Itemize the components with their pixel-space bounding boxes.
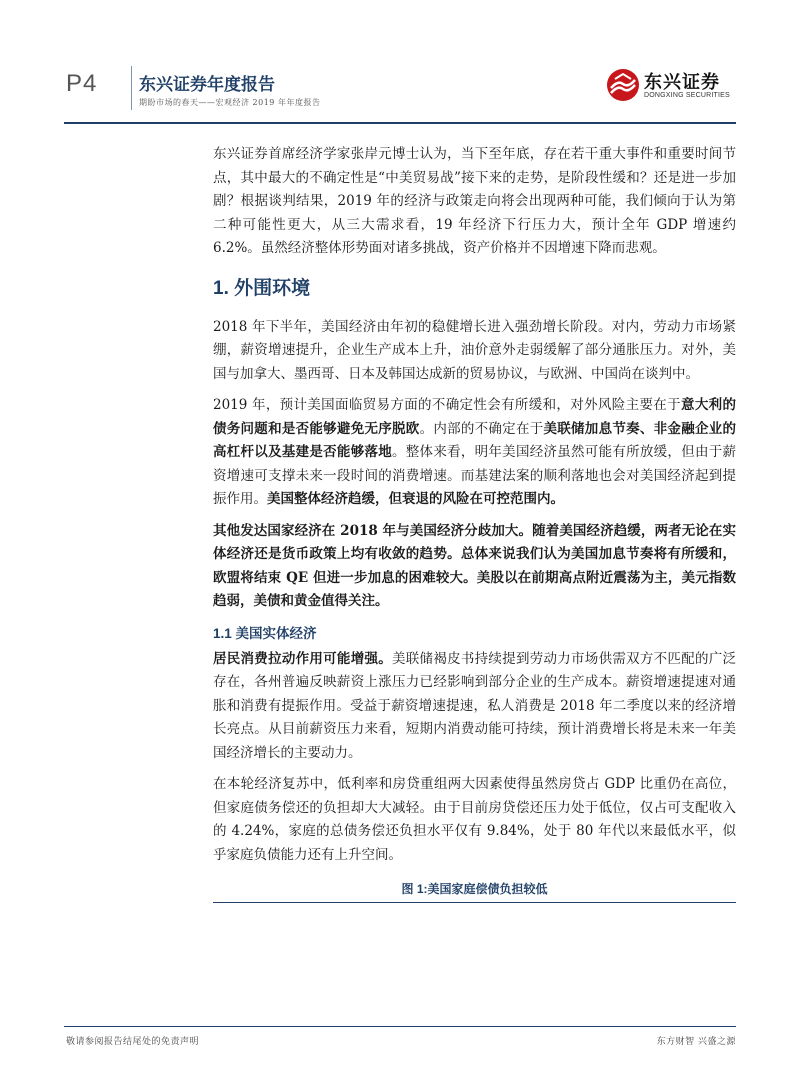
intro-paragraph: 东兴证券首席经济学家张岸元博士认为，当下至年底，存在若干重大事件和重要时间节点，其中最大的不确定性是“中美贸易战”接下来的走势，是阶段性缓和？还是进一步加剧？根据谈判结果，2019 年的经济与政策走向将会出现两种可能，我们倾向于认为第二种可能性更大，从三大需求看，19 年经济下行压力大，预计全年 GDP 增速约 6.2%。虽然经济整体形势面对诸多挑战，资产价格并不因增速下降而悲观。 bbox=[213, 146, 736, 256]
figure-caption: 图 1:美国家庭偿债负担较低 bbox=[401, 882, 548, 896]
company-logo bbox=[606, 66, 736, 106]
page-header bbox=[0, 0, 800, 125]
report-subtitle: 期盼市场的春天——宏观经济 2019 年年度报告 bbox=[139, 98, 321, 107]
footer-disclaimer: 敬请参阅报告结尾处的免责声明 bbox=[66, 1037, 200, 1047]
outlook-2019-paragraph: 2019 年，预计美国面临贸易方面的不确定性会有所缓和，对外风险主要在于意大利的债务问题和是否能够避免无序脱欧。内部的不确定在于美联储加息节奏、非金融企业的高杠杆以及基建是否能够落地。整体来看，明年美国经济虽然可能有所放缓，但由于薪资增速可支撑未来一段时间的消费增速。而基建法案的顺利落地也会对美国经济起到提振作用。美国整体经济趋缓，但衰退的风险在可控范围内。 bbox=[213, 397, 737, 507]
header-rule bbox=[64, 122, 736, 124]
footer-slogan: 东方财智 兴盛之源 bbox=[656, 1037, 736, 1047]
report-title: 东兴证券年度报告 bbox=[139, 75, 275, 94]
header-divider bbox=[131, 66, 132, 110]
figure-rule bbox=[213, 902, 736, 903]
developed-economies-paragraph: 其他发达国家经济在 2018 年与美国经济分歧加大。随着美国经济趋缓，两者无论在实体经济还是货币政策上均有收敛的趋势。总体来说我们认为美国加息节奏将有所缓和，欧盟将结束 QE 但进一步加息的困难较大。美股以在前期高点附近震荡为主，美元指数趋弱，美债和黄金值得关注。 bbox=[213, 522, 737, 609]
us-economy-paragraph: 2018 年下半年，美国经济由年初的稳健增长进入强劲增长阶段。对内，劳动力市场紧绷，薪资增速提升，企业生产成本上升，油价意外走弱缓解了部分通胀压力。对外，美国与加拿大、墨西哥、日本及韩国达成新的贸易协议，与欧洲、中国尚在谈判中。 bbox=[213, 318, 736, 382]
logo-chinese-name: 东兴证券 bbox=[644, 72, 720, 92]
household-debt-paragraph: 在本轮经济复苏中，低利率和房贷重组两大因素使得虽然房贷占 GDP 比重仍在高位，但家庭债务偿还的负担却大大减轻。由于目前房贷偿还压力处于低位，仅占可支配收入的 4.24%，家庭的总债务偿还负担水平仅有 9.84%，处于 80 年代以来最低水平，似乎家庭负债能力还有上升空间。 bbox=[213, 776, 736, 863]
consumption-paragraph: 居民消费拉动作用可能增强。美联储褐皮书持续提到劳动力市场供需双方不匹配的广泛存在，各州普遍反映薪资上涨压力已经影响到部分企业的生产成本。薪资增速提速对通胀和消费有提振作用。受益于薪资增速提速，私人消费是 2018 年二季度以来的经济增长亮点。从目前薪资压力来看，短期内消费动能可持续，预计消费增长将是未来一年美国经济增长的主要动力。 bbox=[213, 650, 737, 761]
dongxing-logo-icon bbox=[606, 68, 640, 102]
report-body bbox=[213, 143, 736, 903]
section-heading-external-environment: 1. 外围环境 bbox=[213, 277, 311, 299]
logo-english-name: DONGXING SECURITIES bbox=[644, 92, 730, 99]
footer-rule bbox=[64, 1026, 736, 1027]
subsection-heading-us-real-economy: 1.1 美国实体经济 bbox=[213, 625, 317, 641]
page-number: P4 bbox=[66, 70, 98, 97]
